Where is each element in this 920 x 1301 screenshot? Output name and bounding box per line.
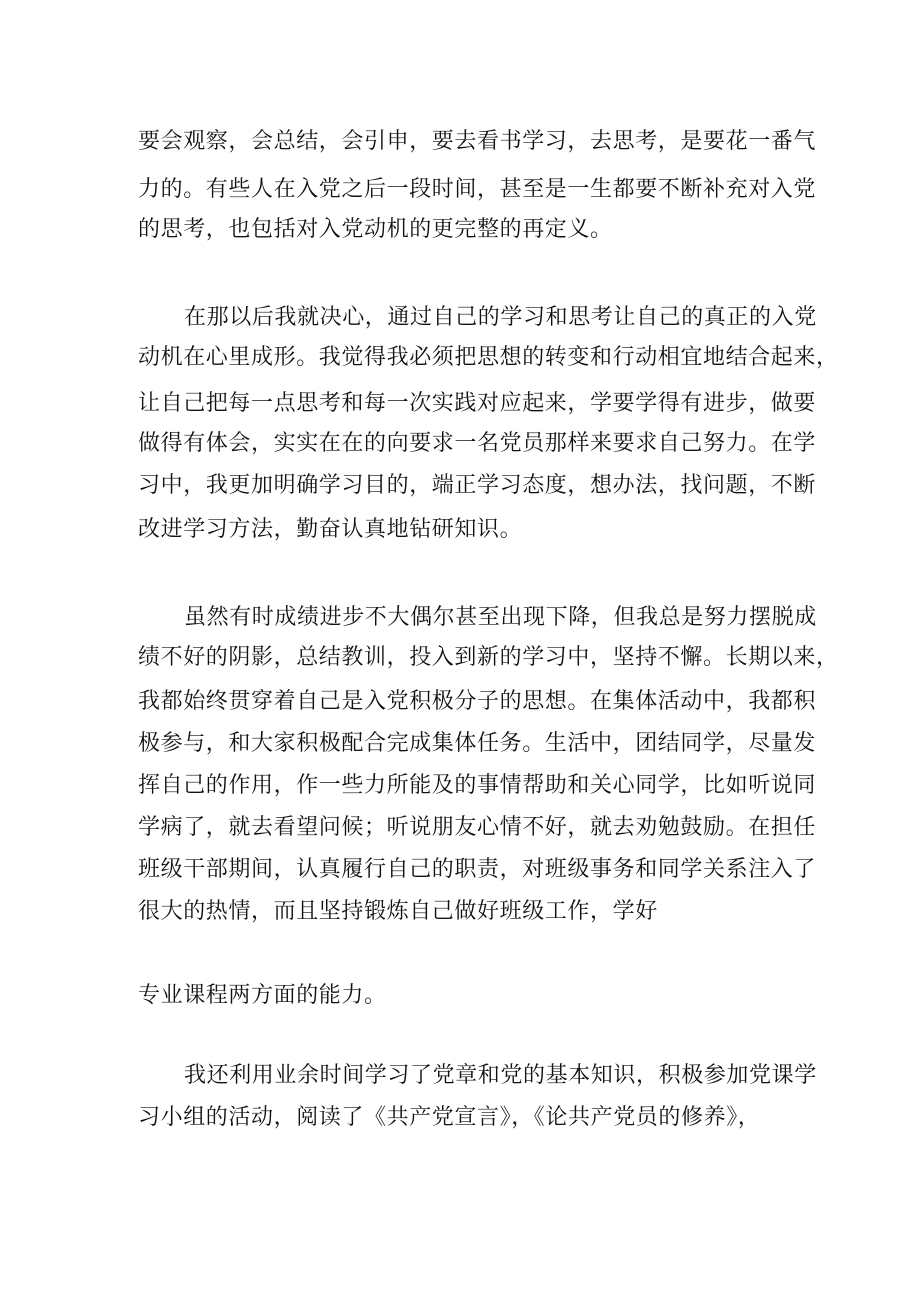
paragraph-1-line-3: 的思考，也包括对入党动机的更完整的再定义。 [138,217,613,242]
paragraph-5-line-2: 习小组的活动，阅读了《共产党宣言》，《论共产党员的修养》， [138,1105,761,1130]
paragraph-3-line-5: 挥自己的作用，作一些力所能及的事情帮助和关心同学，比如听说同 [138,773,817,798]
paragraph-3-line-6: 学病了，就去看望问候；听说朋友心情不好，就去劝勉鼓励。在担任 [138,815,817,840]
paragraph-3-line-7: 班级干部期间，认真履行自己的职责，对班级事务和同学关系注入了 [138,857,817,882]
paragraph-2-line-4: 做得有体会，实实在在的向要求一名党员那样来要求自己努力。在学 [138,431,817,456]
paragraph-2-line-3: 让自己把每一点思考和每一次实践对应起来，学要学得有进步，做要 [138,391,817,416]
paragraph-2-line-2: 动机在心里成形。我觉得我必须把思想的转变和行动相宜地结合起来， [138,345,839,370]
paragraph-2-line-5: 习中，我更加明确学习目的，端正学习态度，想办法，找问题，不断 [138,473,817,498]
paragraph-3-line-1: 虽然有时成绩进步不大偶尔甚至出现下降，但我总是努力摆脱成 [184,605,817,630]
paragraph-3-line-4: 极参与，和大家积极配合完成集体任务。生活中，团结同学，尽量发 [138,731,817,756]
paragraph-5-line-1: 我还利用业余时间学习了党章和党的基本知识，积极参加党课学 [184,1063,817,1088]
paragraph-1-line-1: 要会观察，会总结，会引申，要去看书学习，去思考，是要花一番气 [138,129,817,154]
paragraph-3-line-2: 绩不好的阴影，总结教训，投入到新的学习中，坚持不懈。长期以来， [138,645,839,670]
paragraph-3-line-8: 很大的热情，而且坚持锻炼自己做好班级工作，学好 [138,899,658,924]
paragraph-4-line-1: 专业课程两方面的能力。 [138,983,387,1008]
paragraph-3-line-3: 我都始终贯穿着自己是入党积极分子的思想。在集体活动中，我都积 [138,689,817,714]
paragraph-2-line-1: 在那以后我就决心，通过自己的学习和思考让自己的真正的入党 [184,305,817,330]
paragraph-2-line-6: 改进学习方法，勤奋认真地钻研知识。 [138,517,523,542]
paragraph-1-line-2: 力的。有些人在入党之后一段时间，甚至是一生都要不断补充对入党 [138,177,817,202]
